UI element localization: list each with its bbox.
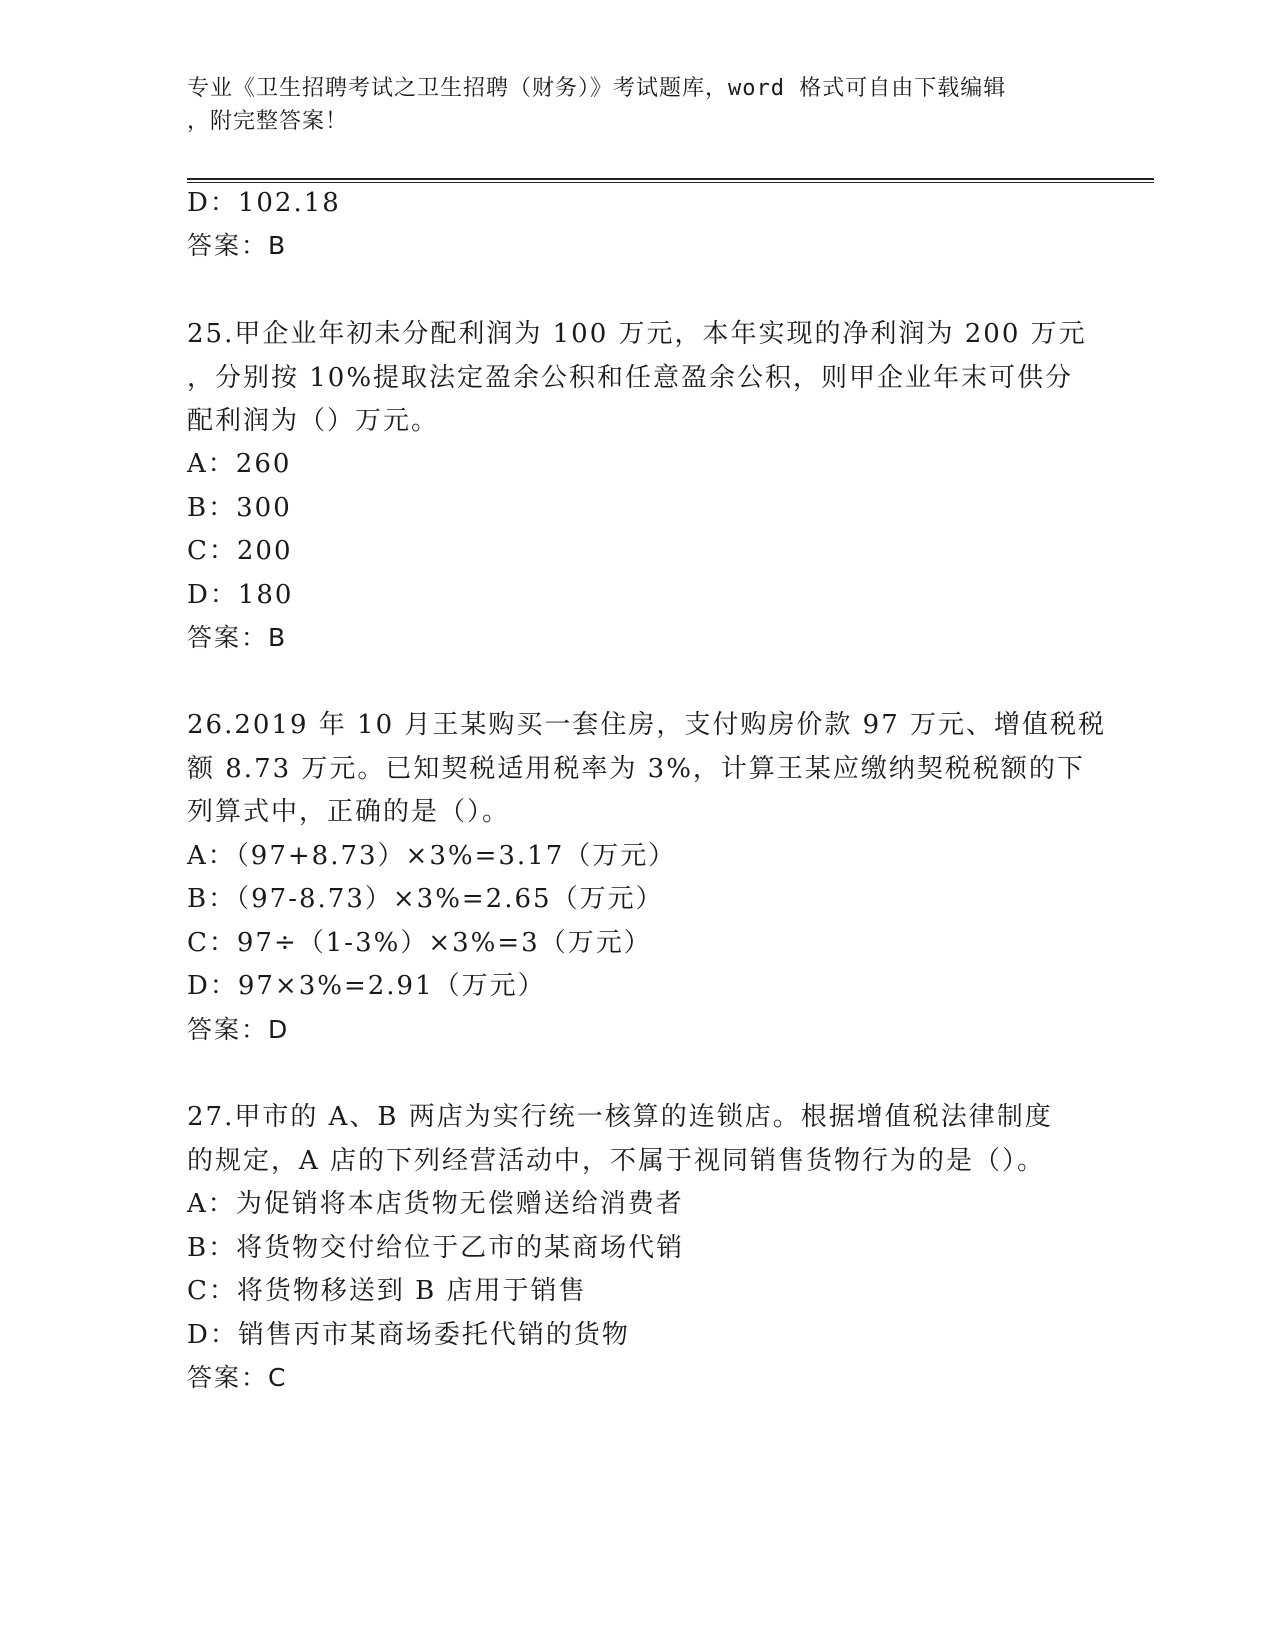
q27-stem-line-2: 的规定，A 店的下列经营活动中，不属于视同销售货物行为的是（）。 [187, 1146, 1046, 1176]
q26-option-a: A：（97+8.73）×3%=3.17（万元） [187, 841, 677, 871]
q26-answer: 答案：D [187, 1015, 290, 1044]
q26-stem-line-2: 额 8.73 万元。已知契税适用税率为 3%，计算王某应缴纳契税税额的下 [187, 754, 1085, 784]
q25-answer: 答案：B [187, 623, 288, 652]
q25-option-c: C：200 [187, 536, 293, 566]
q27-answer: 答案：C [187, 1363, 288, 1392]
header-line-1: 专业《卫生招聘考试之卫生招聘（财务）》考试题库，word 格式可自由下载编辑 [187, 76, 1007, 101]
q27-option-d: D：销售丙市某商场委托代销的货物 [187, 1320, 630, 1350]
q26-option-b: B：（97-8.73）×3%=2.65（万元） [187, 884, 664, 914]
q27-option-b: B：将货物交付给位于乙市的某商场代销 [187, 1233, 685, 1263]
q25-stem-line-2: ，分别按 10%提取法定盈余公积和任意盈余公积，则甲企业年末可供分 [187, 363, 1074, 393]
q27-stem-line-1: 27.甲市的 A、B 两店为实行统一核算的连锁店。根据增值税法律制度 [187, 1102, 1053, 1132]
q26-option-c: C：97÷（1-3%）×3%=3（万元） [187, 928, 652, 958]
q25-stem-line-3: 配利润为（）万元。 [187, 406, 440, 436]
q27-option-a: A：为促销将本店货物无偿赠送给消费者 [187, 1189, 684, 1219]
document-header [187, 72, 1067, 138]
prev-option-d: D：102.18 [187, 188, 341, 218]
header-line-2: ，附完整答案！ [187, 109, 349, 134]
q25-option-a: A：260 [187, 449, 292, 479]
q25-option-d: D：180 [187, 580, 294, 610]
prev-answer: 答案：B [187, 231, 288, 260]
q26-stem-line-3: 列算式中，正确的是（）。 [187, 797, 511, 827]
q26-option-d: D：97×3%=2.91（万元） [187, 971, 546, 1001]
q27-option-c: C：将货物移送到 B 店用于销售 [187, 1276, 587, 1306]
q25-option-b: B：300 [187, 493, 292, 523]
q25-stem-line-1: 25.甲企业年初未分配利润为 100 万元，本年实现的净利润为 200 万元 [187, 319, 1087, 349]
q26-stem-line-1: 26.2019 年 10 月王某购买一套住房，支付购房价款 97 万元、增值税税 [187, 710, 1107, 740]
